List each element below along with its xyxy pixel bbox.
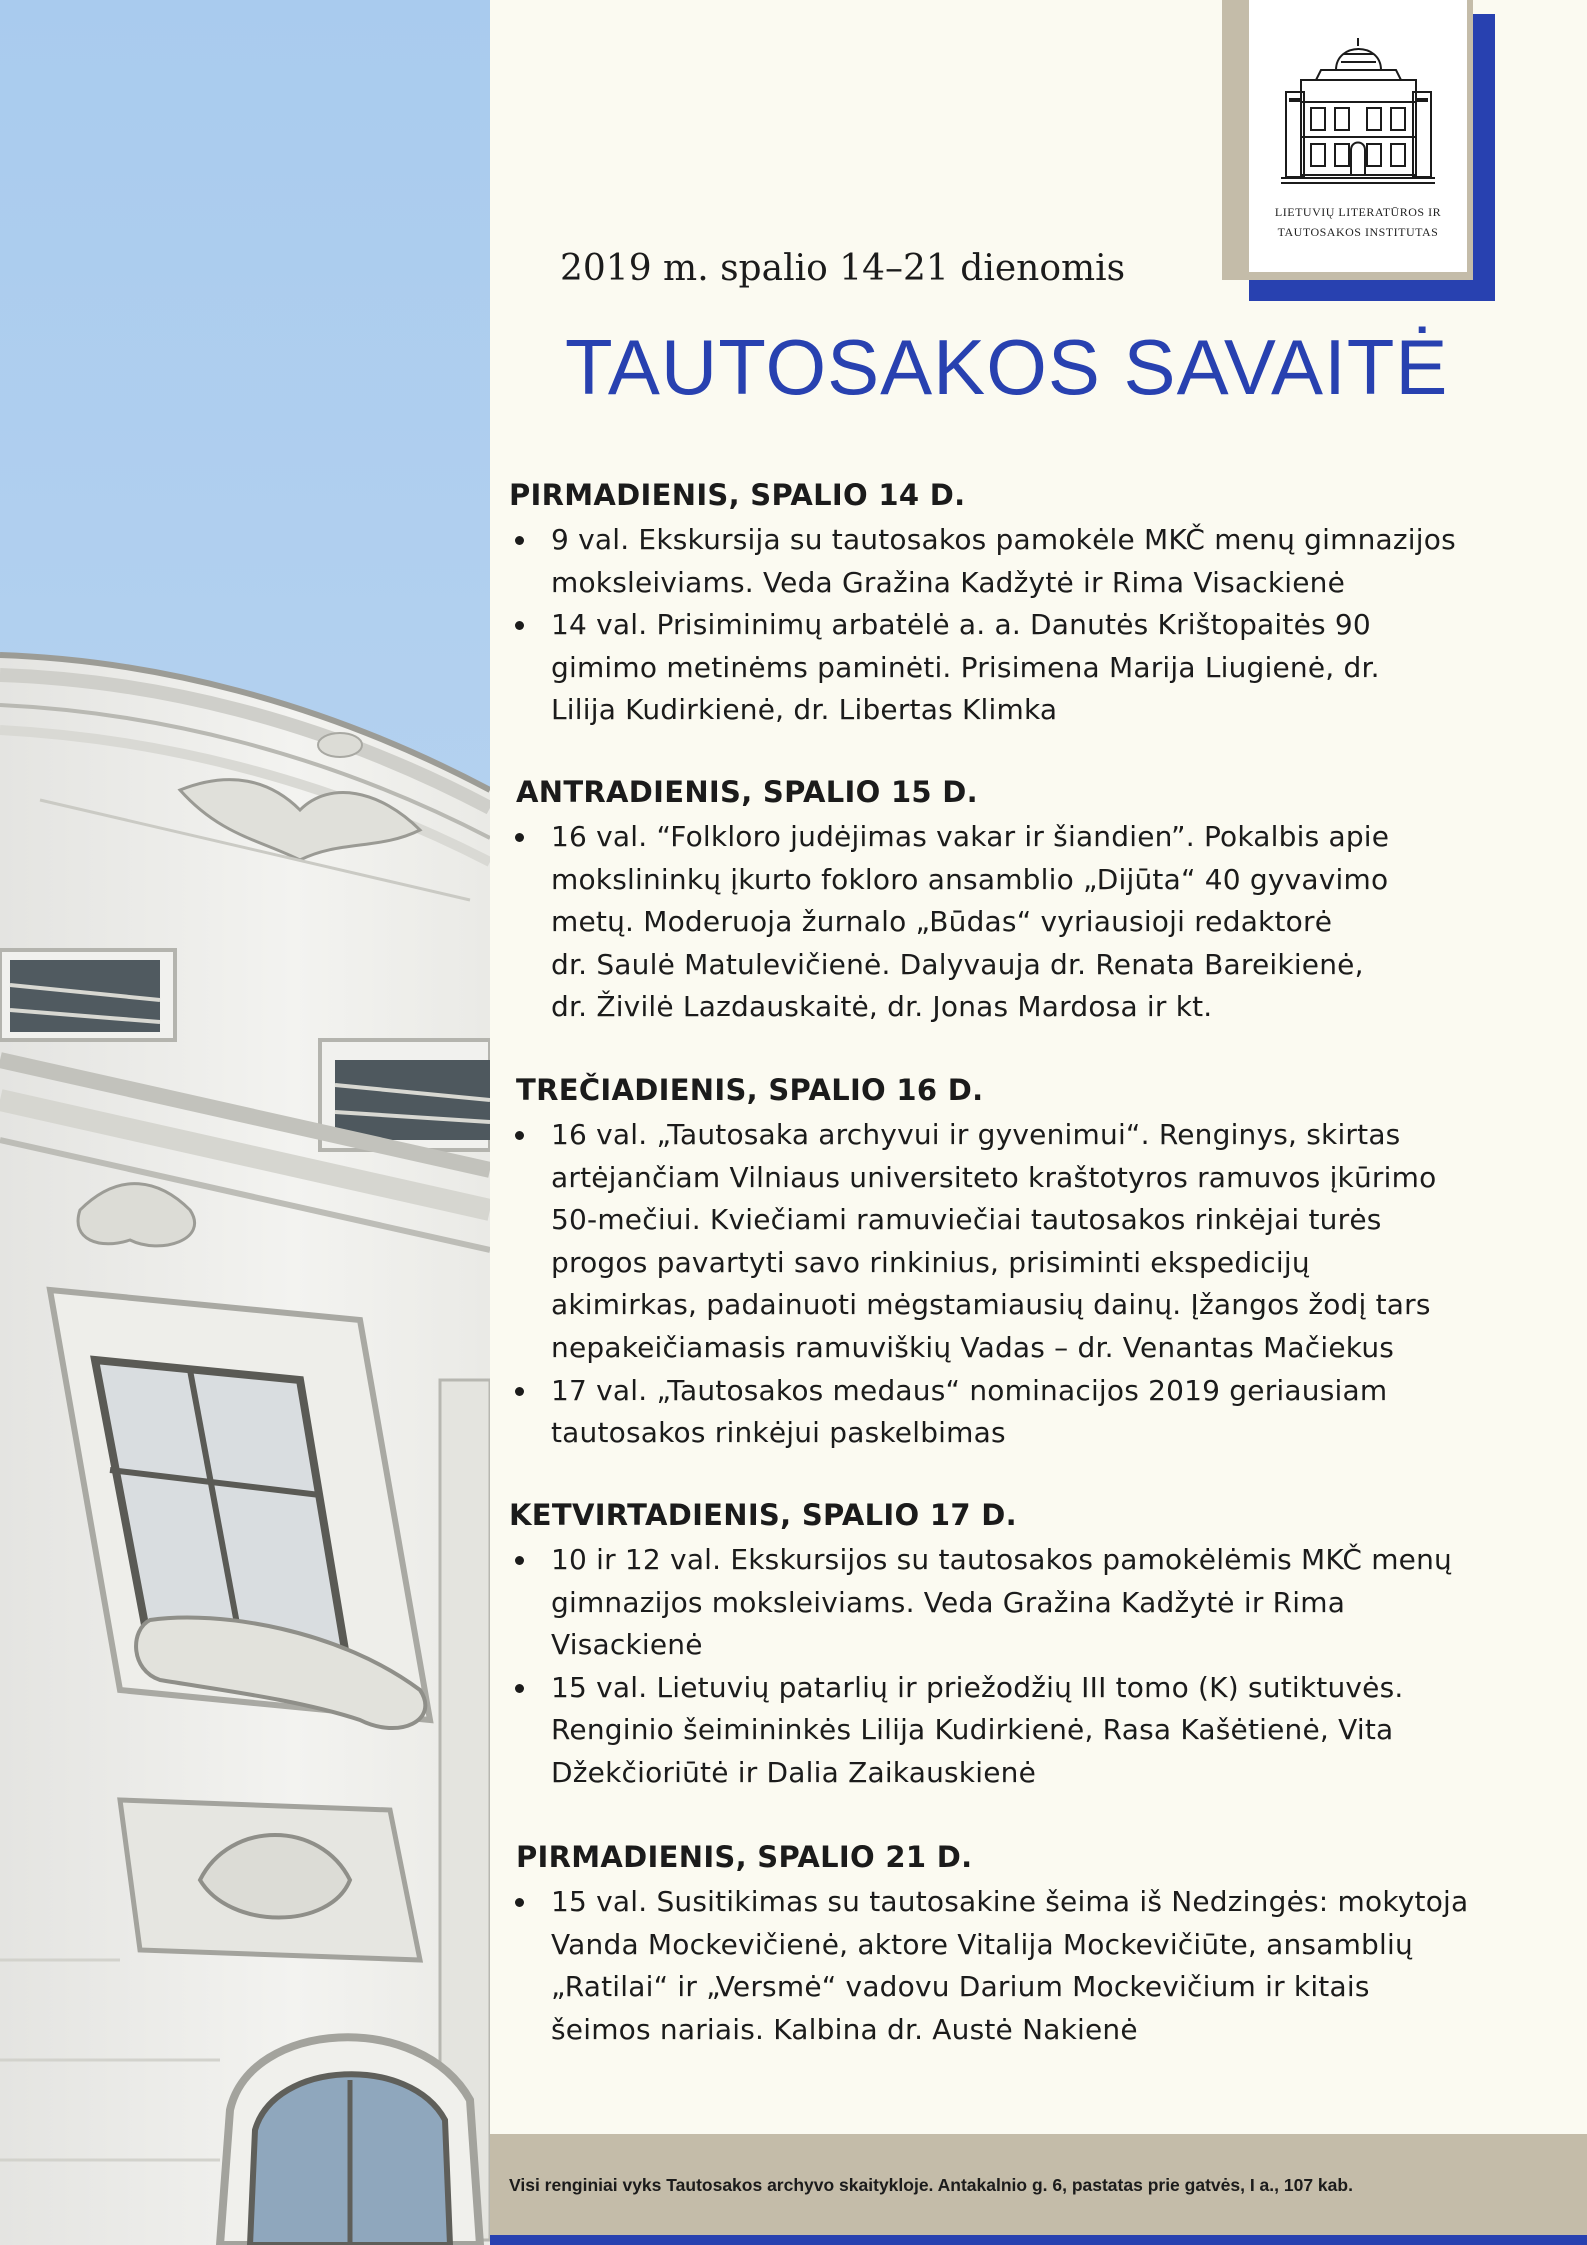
bullet-icon bbox=[515, 536, 524, 545]
footer-bar bbox=[490, 2134, 1587, 2235]
footer-stripe bbox=[490, 2235, 1587, 2245]
list-item: 14 val. Prisiminimų arbatėlė a. a. Danutės Krištopaitės 90 gimimo metinėms paminėti. Prisimena Marija Liugienė, dr. Lilija Kudirkienė, dr. Libertas Klimka bbox=[509, 604, 1539, 732]
day-section-thursday-17 bbox=[509, 1498, 1539, 1795]
list-item: 15 val. Susitikimas su tautosakine šeima iš Nedzingės: mokytoja Vanda Mockevičienė, aktore Vitalija Mockevičiūte, ansamblių „Ratilai“ ir „Versmė“ vadovu Darium Mockevičium ir kitais šeimos nariais. Kalbina dr. Austė Nakienė bbox=[509, 1881, 1546, 2051]
building-photo bbox=[0, 0, 490, 2245]
venue-note: Visi renginiai vyks Tautosakos archyvo skaitykloje. Antakalnio g. 6, pastatas prie gatvės, I a., 107 kab. bbox=[509, 2175, 1353, 2195]
institute-building-icon bbox=[1281, 32, 1435, 192]
day-heading: ANTRADIENIS, SPALIO 15 D. bbox=[516, 775, 978, 809]
day-heading: KETVIRTADIENIS, SPALIO 17 D. bbox=[509, 1498, 1017, 1532]
logo-text-line2: TAUTOSAKOS INSTITUTAS bbox=[1277, 225, 1439, 239]
list-item: 17 val. „Tautosakos medaus“ nominacijos 2019 geriausiam tautosakos rinkėjui paskelbimas bbox=[509, 1370, 1546, 1455]
day-heading: PIRMADIENIS, SPALIO 21 D. bbox=[516, 1840, 973, 1874]
list-item: 16 val. „Tautosaka archyvui ir gyvenimui“. Renginys, skirtas artėjančiam Vilniaus universiteto kraštotyros ramuvos įkūrimo 50-mečiui. Kviečiami ramuviečiai tautosakos rinkėjai turės progos pavartyti savo rinkinius, prisiminti ekspedicijų akimirkas, padainuoti mėgstamiausių dainų. Įžangos žodį tars nepakeičiamasis ramuviškių Vadas – dr. Venantas Mačiekus bbox=[509, 1114, 1546, 1370]
bullet-icon bbox=[515, 1898, 524, 1907]
day-section-wednesday-16 bbox=[516, 1073, 1546, 1455]
day-heading: TREČIADIENIS, SPALIO 16 D. bbox=[516, 1073, 984, 1107]
day-section-monday-14 bbox=[509, 478, 1539, 732]
day-section-monday-21 bbox=[516, 1840, 1546, 2051]
bullet-icon bbox=[515, 1387, 524, 1396]
logo-text-line1: LIETUVIŲ LITERATŪROS IR bbox=[1274, 205, 1442, 219]
bullet-icon bbox=[515, 621, 524, 630]
list-item: 16 val. “Folkloro judėjimas vakar ir šiandien”. Pokalbis apie mokslininkų įkurto fokloro ansamblio „Dijūta“ 40 gyvavimo metų. Moderuoja žurnalo „Būdas“ vyriausioji redaktorė dr. Saulė Matulevičienė. Dalyvauja dr. Renata Bareikienė, dr. Živilė Lazdauskaitė, dr. Jonas Mardosa ir kt. bbox=[509, 816, 1546, 1029]
bullet-icon bbox=[515, 1131, 524, 1140]
page-title: TAUTOSAKOS SAVAITĖ bbox=[565, 323, 1449, 411]
bullet-icon bbox=[515, 833, 524, 842]
bullet-icon bbox=[515, 1556, 524, 1565]
list-item: 9 val. Ekskursija su tautosakos pamokėle MKČ menų gimnazijos moksleiviams. Veda Gražina Kadžytė ir Rima Visackienė bbox=[509, 519, 1539, 604]
list-item: 10 ir 12 val. Ekskursijos su tautosakos pamokėlėmis MKČ menų gimnazijos moksleiviams. Veda Gražina Kadžytė ir Rima Visackienė bbox=[509, 1539, 1539, 1667]
day-section-tuesday-15 bbox=[516, 775, 1546, 1029]
institute-logo bbox=[1249, 0, 1467, 272]
bullet-icon bbox=[515, 1684, 524, 1693]
event-date: 2019 m. spalio 14–21 dienomis bbox=[560, 248, 1126, 289]
list-item: 15 val. Lietuvių patarlių ir priežodžių III tomo (K) sutiktuvės. Renginio šeimininkės Lilija Kudirkienė, Rasa Kašėtienė, Vita Džekčioriūtė ir Dalia Zaikauskienė bbox=[509, 1667, 1539, 1795]
day-heading: PIRMADIENIS, SPALIO 14 D. bbox=[509, 478, 966, 512]
